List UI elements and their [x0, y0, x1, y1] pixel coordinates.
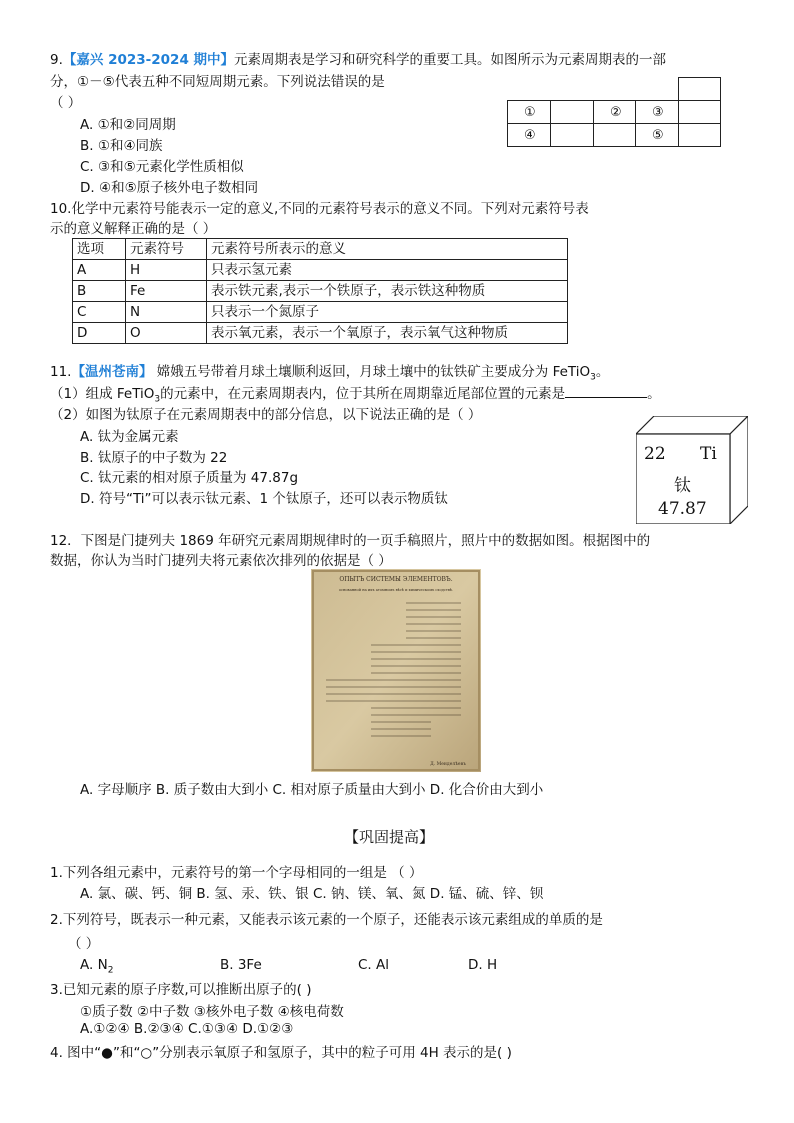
- q9-cell-empty: [550, 123, 594, 147]
- section-title: 【巩固提高】: [344, 828, 435, 846]
- row-symbol: Fe: [126, 281, 207, 302]
- q9-cell-2: ②: [593, 100, 636, 124]
- row-meaning: 只表示氢元素: [207, 260, 568, 281]
- q11-part1-end: 。: [647, 386, 661, 402]
- row-symbol: O: [126, 323, 207, 344]
- q9-option-a: A. ①和②同周期: [80, 117, 176, 133]
- row-option: D: [73, 323, 126, 344]
- c3-items: ①质子数 ②中子数 ③核外电子数 ④核电荷数: [80, 1004, 344, 1020]
- q9-cell-4: ④: [507, 123, 551, 147]
- c2-option-c: C. Al: [358, 957, 389, 973]
- element-name: 钛: [674, 476, 691, 496]
- q11-part1-post: 的元素中，在元素周期表内，位于其所在周期靠近尾部位置的元素是: [160, 386, 566, 402]
- q12-stem-line2: 数据，你认为当时门捷列夫将元素依次排列的依据是（ ）: [50, 553, 392, 569]
- table-row: [73, 281, 568, 302]
- photo-title: ОПЫТЪ СИСТЕМЫ ЭЛЕМЕНТОВЪ.: [339, 576, 453, 583]
- element-symbol: Ti: [700, 444, 717, 464]
- table-row: [73, 323, 568, 344]
- photo-subtitle: основанной на ихъ атомномъ вѣсѣ и химическомъ сходствѣ.: [338, 588, 454, 592]
- q11-number: 11.: [50, 364, 72, 380]
- c3-stem: 3.已知元素的原子序数,可以推断出原子的( ): [50, 982, 312, 998]
- row-symbol: N: [126, 302, 207, 323]
- q11-option-d: D. 符号“Ti”可以表示钛元素、1 个钛原子，还可以表示物质钛: [80, 491, 448, 507]
- row-meaning: 表示氧元素，表示一个氧原子，表示氧气这种物质: [207, 323, 568, 344]
- q9-cell-empty: [678, 100, 721, 124]
- q9-option-b: B. ①和④同族: [80, 138, 163, 154]
- q11-stem-end: 。: [595, 364, 610, 380]
- c2-paren: （ ）: [68, 936, 100, 952]
- table-row: [73, 302, 568, 323]
- q11-option-a: A. 钛为金属元素: [80, 429, 179, 445]
- q10-symbol-table: [72, 238, 568, 344]
- q9-stem-line2: 分，①－⑤代表五种不同短周期元素。下列说法错误的是: [50, 74, 385, 90]
- c1-options: A. 氯、碳、钙、铜 B. 氢、汞、铁、银 C. 钠、镁、氧、氮 D. 锰、硫、锌、钡: [80, 886, 544, 902]
- q10-stem-line1: 10.化学中元素符号能表示一定的意义,不同的元素符号表示的意义不同。下列对元素符号表: [50, 201, 589, 217]
- q9-stem-text: 元素周期表是学习和研究科学的重要工具。如图所示为元素周期表的一部: [234, 52, 667, 68]
- q9-cell-5: ⑤: [635, 123, 679, 147]
- q9-cell-empty: [550, 100, 594, 124]
- c1-stem: 1.下列各组元素中，元素符号的第一个字母相同的一组是 （ ）: [50, 865, 423, 881]
- q11-part2: （2）如图为钛原子在元素周期表中的部分信息，以下说法正确的是（ ）: [50, 407, 482, 423]
- table-row: [73, 260, 568, 281]
- q11-option-c: C. 钛元素的相对原子质量为 47.87g: [80, 470, 299, 486]
- c4-stem: 4. 图中“●”和“○”分别表示氧原子和氢原子，其中的粒子可用 4H 表示的是( ): [50, 1045, 512, 1061]
- q11-part1: [50, 382, 661, 405]
- q11-option-b: B. 钛原子的中子数为 22: [80, 450, 228, 466]
- q11-answer-blank[interactable]: [565, 385, 647, 398]
- q9-option-d: D. ④和⑤原子核外电子数相同: [80, 180, 259, 196]
- q9-source: 【嘉兴 2023-2024 期中】: [62, 52, 235, 68]
- q9-cell-1: ①: [507, 100, 551, 124]
- row-meaning: 只表示一个氮原子: [207, 302, 568, 323]
- header-symbol: 元素符号: [126, 239, 207, 260]
- q9-cell-3: ③: [635, 100, 679, 124]
- row-option: B: [73, 281, 126, 302]
- c2-option-a-sub: 2: [107, 965, 114, 976]
- c2-option-a: [80, 957, 113, 976]
- row-symbol: H: [126, 260, 207, 281]
- row-option: A: [73, 260, 126, 281]
- q11-part1-pre: （1）组成 FeTiO: [50, 386, 155, 402]
- c3-options: A.①②④ B.②③④ C.①③④ D.①②③: [80, 1021, 294, 1037]
- q9-cell-empty-top: [678, 77, 721, 101]
- q11-source: 【温州苍南】: [71, 364, 153, 380]
- row-option: C: [73, 302, 126, 323]
- q11-stem-text: 嫦娥五号带着月球土壤顺利返回，月球土壤中的钛铁矿主要成分为 FeTiO: [152, 364, 591, 380]
- q11-subscript: 3: [590, 372, 596, 383]
- atomic-mass: 47.87: [658, 499, 707, 519]
- q12-stem-line1: 12．下图是门捷列夫 1869 年研究元素周期规律时的一页手稿照片，照片中的数据如图。根据图中的: [50, 533, 651, 549]
- q11-stem: [50, 360, 609, 383]
- titanium-element-cube: [636, 416, 748, 524]
- q9-number: 9.: [50, 52, 63, 68]
- q9-option-c: C. ③和⑤元素化学性质相似: [80, 159, 244, 175]
- header-option: 选项: [73, 239, 126, 260]
- q10-stem-line2: 示的意义解释正确的是（ ）: [50, 221, 217, 237]
- table-header-row: [73, 239, 568, 260]
- q9-cell-empty: [593, 123, 636, 147]
- photo-signature: Д. Менделѣевъ: [430, 762, 466, 767]
- row-meaning: 表示铁元素,表示一个铁原子，表示铁这种物质: [207, 281, 568, 302]
- q11-part1-subscript: 3: [154, 394, 161, 405]
- manuscript-image: [311, 569, 481, 772]
- q9-answer-paren: （ ）: [50, 95, 82, 111]
- c2-option-d: D. H: [468, 957, 498, 973]
- c2-stem: 2.下列符号，既表示一种元素，又能表示该元素的一个原子，还能表示该元素组成的单质的是: [50, 912, 603, 928]
- atomic-number: 22: [644, 444, 666, 464]
- header-meaning: 元素符号所表示的意义: [207, 239, 568, 260]
- q12-options: A. 字母顺序 B. 质子数由大到小 C. 相对原子质量由大到小 D. 化合价由大到小: [80, 782, 544, 798]
- q9-cell-empty: [678, 123, 721, 147]
- mendeleev-manuscript-photo: [311, 569, 481, 772]
- c2-option-a-text: A. N: [80, 957, 108, 973]
- c2-option-b: B. 3Fe: [220, 957, 262, 973]
- q9-stem-line1: [50, 48, 666, 68]
